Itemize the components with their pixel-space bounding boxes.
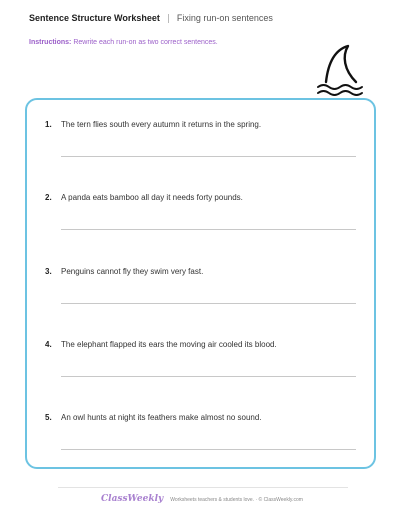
instructions-text: Rewrite each run-on as two correct sentences. <box>73 39 218 46</box>
exercise-item-2 <box>45 193 365 202</box>
exercise-item-4 <box>45 340 365 349</box>
item-number: 3. <box>45 267 52 276</box>
header-divider <box>168 14 169 23</box>
item-sentence: An owl hunts at night its feathers make almost no sound. <box>61 413 262 422</box>
instructions-label: Instructions: <box>29 39 72 46</box>
exercise-box <box>25 98 376 469</box>
brand-logo: ClassWeekly <box>101 494 164 504</box>
exercise-item-1 <box>45 120 365 129</box>
item-number: 1. <box>45 120 52 129</box>
item-number: 5. <box>45 413 52 422</box>
answer-line[interactable] <box>61 376 356 377</box>
item-number: 2. <box>45 193 52 202</box>
answer-line[interactable] <box>61 156 356 157</box>
answer-line[interactable] <box>61 229 356 230</box>
item-sentence: The tern flies south every autumn it returns in the spring. <box>61 120 262 129</box>
item-sentence: A panda eats bamboo all day it needs forty pounds. <box>61 193 243 202</box>
answer-line[interactable] <box>61 449 356 450</box>
worksheet-title: Sentence Structure Worksheet <box>29 13 160 23</box>
item-number: 4. <box>45 340 52 349</box>
exercise-item-5 <box>45 413 365 422</box>
worksheet-subtitle: Fixing run-on sentences <box>176 13 273 23</box>
footer-divider <box>58 487 348 488</box>
shark-fin-icon <box>316 42 364 100</box>
item-sentence: The elephant flapped its ears the moving air cooled its blood. <box>61 340 277 349</box>
footer <box>101 494 303 504</box>
instructions <box>29 39 218 46</box>
exercise-item-3 <box>45 267 365 276</box>
answer-line[interactable] <box>61 303 356 304</box>
header <box>29 13 273 23</box>
footer-tagline: Worksheets teachers & students love. · © ClassWeekly.com <box>170 497 303 503</box>
item-sentence: Penguins cannot fly they swim very fast. <box>61 267 204 276</box>
